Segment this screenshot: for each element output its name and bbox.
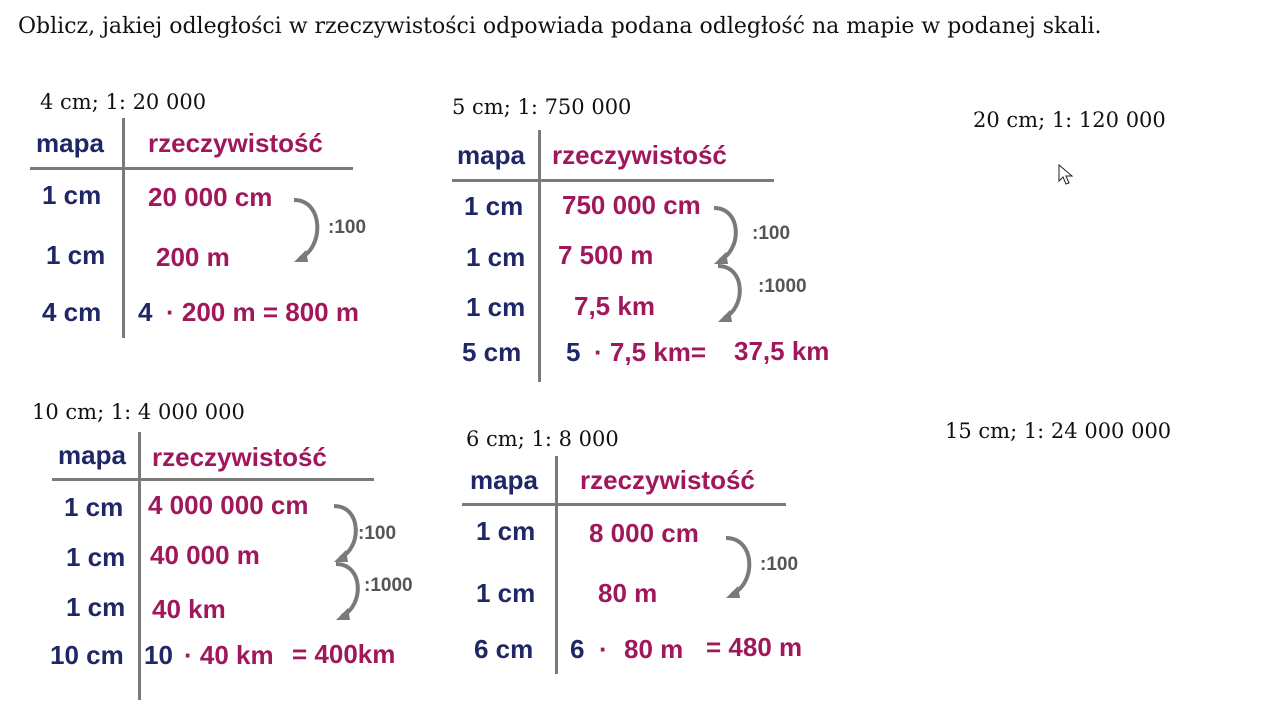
- map-header: mapa: [36, 128, 104, 158]
- problem-4: 10 cm; 1: 4 000 000: [32, 400, 245, 424]
- conversion-label: :100: [752, 223, 791, 244]
- problem-6: 15 cm; 1: 24 000 000: [945, 419, 1172, 443]
- real-calculation: 80 m: [624, 634, 684, 664]
- real-result: 37,5 km: [734, 336, 830, 366]
- map-value: 1 cm: [66, 592, 126, 622]
- real-value: 40 km: [152, 594, 226, 624]
- map-value: 5 cm: [462, 337, 522, 367]
- column-divider: [538, 130, 541, 382]
- real-value: 20 000 cm: [148, 182, 273, 212]
- real-calculation: · 40 km: [184, 640, 274, 670]
- problem-2: 5 cm; 1: 750 000: [452, 95, 632, 119]
- map-value: 1 cm: [466, 292, 526, 322]
- map-value: 1 cm: [464, 191, 524, 221]
- map-value: 1 cm: [42, 180, 102, 210]
- map-value: 1 cm: [476, 516, 536, 546]
- map-value: 1 cm: [476, 578, 536, 608]
- map-header: mapa: [470, 465, 538, 495]
- mouse-cursor-icon: [1058, 164, 1074, 186]
- problem-1: 4 cm; 1: 20 000: [40, 90, 207, 114]
- column-divider: [138, 432, 141, 700]
- map-value: 1 cm: [64, 492, 124, 522]
- header-divider: [30, 167, 353, 170]
- map-value: 1 cm: [46, 240, 106, 270]
- curved-arrow-icon: [724, 534, 764, 600]
- conversion-label: :100: [760, 554, 799, 575]
- real-dot: ·: [599, 634, 608, 664]
- real-value: 40 000 m: [150, 540, 260, 570]
- conversion-label: :100: [328, 217, 367, 238]
- real-result: = 480 m: [706, 632, 803, 662]
- multiplier: 4: [138, 297, 153, 327]
- header-divider: [52, 478, 374, 481]
- real-value: 7,5 km: [574, 291, 655, 321]
- conversion-label: :1000: [758, 276, 807, 297]
- map-value: 6 cm: [474, 634, 534, 664]
- map-value: 1 cm: [466, 242, 526, 272]
- map-value: 4 cm: [42, 297, 102, 327]
- conversion-label: :100: [358, 523, 397, 544]
- multiplier: 5: [566, 337, 581, 367]
- real-header: rzeczywistość: [580, 465, 755, 495]
- problem-3: 20 cm; 1: 120 000: [973, 108, 1166, 132]
- exercise-title: Oblicz, jakiej odległości w rzeczywistości odpowiada podana odległość na mapie w podanej skali.: [18, 14, 1102, 39]
- map-header: mapa: [58, 440, 126, 470]
- curved-arrow-icon: [292, 196, 332, 266]
- column-divider: [122, 118, 125, 338]
- real-header: rzeczywistość: [148, 128, 323, 158]
- conversion-label: :1000: [364, 575, 413, 596]
- curved-arrow-icon: [716, 262, 756, 326]
- header-divider: [452, 179, 774, 182]
- real-result: = 400km: [292, 639, 396, 669]
- real-value: 4 000 000 cm: [148, 490, 309, 520]
- real-value: 7 500 m: [558, 240, 654, 270]
- curved-arrow-icon: [712, 204, 752, 268]
- real-header: rzeczywistość: [552, 140, 727, 170]
- real-value: 8 000 cm: [589, 518, 699, 548]
- map-value: 10 cm: [50, 640, 124, 670]
- real-value: 200 m: [156, 242, 230, 272]
- column-divider: [555, 456, 558, 674]
- multiplier: 6: [570, 634, 585, 664]
- multiplier: 10: [144, 640, 173, 670]
- real-value: 80 m: [598, 578, 658, 608]
- real-calculation: · 7,5 km=: [594, 337, 707, 367]
- real-header: rzeczywistość: [152, 442, 327, 472]
- real-value: 750 000 cm: [562, 190, 701, 220]
- map-value: 1 cm: [66, 542, 126, 572]
- header-divider: [462, 503, 786, 506]
- problem-5: 6 cm; 1: 8 000: [466, 427, 619, 451]
- map-header: mapa: [457, 140, 525, 170]
- real-calculation: · 200 m = 800 m: [166, 297, 359, 327]
